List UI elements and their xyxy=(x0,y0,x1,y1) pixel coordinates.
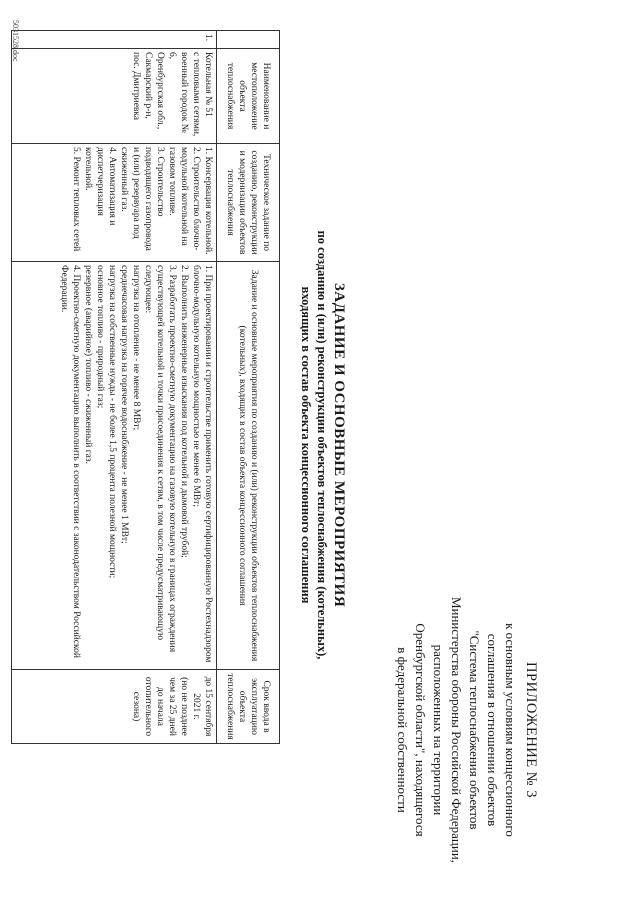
header-measures: Задание и основные мероприятия по созданию и (или) реконструкции объектов теплоснабжения (котельных), входящих в состав объекта концессионного соглашения xyxy=(217,262,280,670)
deadline-line: (но не позднее xyxy=(179,677,189,736)
document-reference: 5031528.doc xyxy=(11,20,20,62)
tech-item: 3. Строительство подводящего газопровода и (или) резервуара под сжиженный газ. xyxy=(119,147,165,251)
document-subtitle xyxy=(298,210,330,680)
object-line: Котельная № 51 xyxy=(203,52,213,117)
appendix-line: Оренбургской области", находящегося xyxy=(413,623,428,837)
appendix-title: ПРИЛОЖЕНИЕ № 3 xyxy=(523,662,539,798)
object-line: с тепловыми сетями, xyxy=(191,52,201,137)
object-line: пос. Дмитриевка xyxy=(131,52,141,121)
measure-item: 2. Выполнить инженерные изыскания под котельной и дымовой трубой; xyxy=(179,265,189,558)
appendix-line: Министерства обороны Российской Федерации, xyxy=(449,596,464,864)
appendix-line: соглашения в отношении объектов xyxy=(485,633,500,827)
document-title: ЗАДАНИЕ И ОСНОВНЫЕ МЕРОПРИЯТИЯ xyxy=(331,282,347,608)
header-num xyxy=(217,31,280,49)
tech-task-cell xyxy=(12,144,217,262)
header-object: Наименование и местоположение объекта теплоснабжения xyxy=(217,49,280,144)
measure-item: нагрузка на собственные нужды - не более 1,5 процента полезной мощности; xyxy=(107,265,117,579)
object-cell xyxy=(12,49,217,144)
tech-item: 2. Строительство блочно-модульной котельной на газовом топливе. xyxy=(167,147,201,251)
deadline-line: чем за 25 дней xyxy=(167,677,177,736)
appendix-line: к основным условиям концессионного xyxy=(503,623,518,837)
table-row xyxy=(12,31,217,744)
deadline-line: отопительного xyxy=(143,676,153,737)
deadline-cell xyxy=(12,670,217,744)
deadline-line: до 15 сентября xyxy=(203,676,213,737)
measure-item: среднечасовая нагрузка на горячее водоснабжение - не менее 1 МВт; xyxy=(119,265,129,544)
deadline-line: сезона) xyxy=(131,691,141,722)
measures-table xyxy=(11,30,280,744)
tech-item: 5. Ремонт тепловых сетей xyxy=(71,147,81,252)
header-deadline: Срок ввода в эксплуатацию объекта теплоснабжения xyxy=(217,670,280,744)
measure-item: нагрузка на отопление - не менее 8 МВт; xyxy=(131,265,141,431)
object-line: военный городок № 6, xyxy=(167,52,189,133)
object-line: Сакмарский р-н, xyxy=(143,52,153,119)
deadline-line: до начала xyxy=(155,687,165,726)
appendix-header xyxy=(393,590,540,870)
appendix-line: "Система теплоснабжения объектов xyxy=(467,630,482,830)
measure-item: 4. Проектно-сметную документацию выполнить в соответствии с законодательством Российской Федерации. xyxy=(59,265,81,658)
row-number: 1. xyxy=(12,31,217,49)
deadline-line: 2021 г. xyxy=(191,693,201,720)
measure-item: основное топливо - природный газ; xyxy=(95,265,105,409)
tech-item: 1. Консервация котельной. xyxy=(203,147,213,255)
measure-item: резервное (аварийное) топливо - сжиженный газ. xyxy=(83,265,93,464)
appendix-line: расположенных на территории xyxy=(431,644,446,816)
measures-cell xyxy=(12,262,217,670)
tech-item: 4. Автоматизация и диспетчеризация котельной. xyxy=(83,147,117,226)
table-header-row xyxy=(217,31,280,744)
measure-item: 3. Разработать проектно-сметную документацию на газовую котельную в границах ограждения существующей котельной и точки присоединения к сетям, в том числе предусматривающую следующее: xyxy=(143,265,177,653)
measure-item: 1. При проектировании и строительстве применить готовую сертифицированную Ростехнадзором блочно-модульную котельную мощностью не менее 6 МВт; xyxy=(191,265,213,663)
appendix-line: в федеральной собственности xyxy=(395,647,410,813)
subtitle-line: входящих в состав объекта концессионного соглашения xyxy=(299,286,313,604)
header-tech-task: Техническое задание по созданию, реконструкции и модернизации объектов теплоснабжения xyxy=(217,144,280,262)
subtitle-line: по созданию и (или) реконструкции объектов теплоснабжения (котельных), xyxy=(315,230,329,660)
object-line: Оренбургская обл., xyxy=(155,52,165,130)
